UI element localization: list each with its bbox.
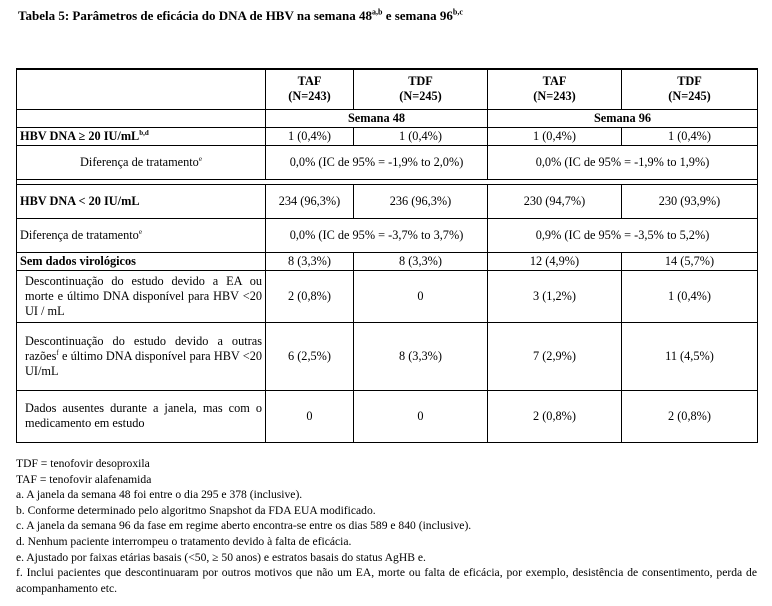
diff-w96: 0,9% (IC de 95% = -3,5% to 5,2%)	[488, 218, 758, 252]
footnote: a. A janela da semana 48 foi entre o dia 295 e 378 (inclusive).	[16, 488, 303, 502]
footnote: c. A janela da semana 96 da fase em regime aberto encontra-se entre os dias 589 e 840 (inclusive).	[16, 519, 472, 533]
week-row	[17, 109, 758, 127]
cell: 0	[354, 270, 488, 322]
table-row	[17, 270, 758, 322]
table-row	[17, 322, 758, 390]
row-label: HBV DNA < 20 IU/mL	[17, 184, 266, 218]
cell: 2 (0,8%)	[622, 390, 758, 442]
row-label: Diferença de tratamento$^e$	[17, 218, 266, 252]
week96-header: Semana 96	[488, 109, 758, 127]
cell: 8 (3,3%)	[266, 252, 354, 270]
cell: 8 (3,3%)	[354, 252, 488, 270]
cell: 3 (1,2%)	[488, 270, 622, 322]
table-row	[17, 390, 758, 442]
table-title: Tabela 5: Parâmetros de eficácia do DNA de HBV na semana 48$^{a,b}$ e semana 96$^{b,c}$	[18, 7, 463, 23]
header-tdf-96: TDF (N=245)	[622, 69, 758, 109]
efficacy-table	[16, 68, 758, 443]
footnote: e. Ajustado por faixas etárias basais (<50, ≥ 50 anos) e estratos basais do status AgHB e.	[16, 550, 426, 564]
footnote: d. Nenhum paciente interrompeu o tratamento devido à falta de eficácia.	[16, 534, 352, 548]
diff-w48: 0,0% (IC de 95% = -1,9% to 2,0%)	[266, 145, 488, 179]
cell: 236 (96,3%)	[354, 184, 488, 218]
cell: 11 (4,5%)	[622, 322, 758, 390]
title-sup-1: a,b	[372, 7, 383, 17]
footnote: TDF = tenofovir desoproxila	[16, 457, 150, 470]
table-row	[17, 218, 758, 252]
cell: 8 (3,3%)	[354, 322, 488, 390]
cell: 1 (0,4%)	[622, 270, 758, 322]
header-taf-48: TAF (N=243)	[266, 69, 354, 109]
cell: 0	[354, 390, 488, 442]
header-taf-96: TAF (N=243)	[488, 69, 622, 109]
row-label: Descontinuação do estudo devido a EA ou morte e último DNA disponível para HBV <20 UI / mL	[17, 270, 266, 322]
header-tdf-48: TDF (N=245)	[354, 69, 488, 109]
cell: 234 (96,3%)	[266, 184, 354, 218]
cell: 1 (0,4%)	[354, 127, 488, 145]
footnote: TAF = tenofovir alafenamida	[16, 472, 152, 486]
table-row	[17, 252, 758, 270]
cell: 0	[266, 390, 354, 442]
cell: 1 (0,4%)	[488, 127, 622, 145]
row-label: Diferença de tratamento$^e$	[17, 145, 266, 179]
cell: 14 (5,7%)	[622, 252, 758, 270]
week48-header: Semana 48	[266, 109, 488, 127]
cell: 1 (0,4%)	[266, 127, 354, 145]
footnote: b. Conforme determinado pelo algoritmo Snapshot da FDA EUA modificado.	[16, 503, 376, 517]
table-row	[17, 145, 758, 179]
week-empty-cell	[17, 109, 266, 127]
diff-w96: 0,0% (IC de 95% = -1,9% to 1,9%)	[488, 145, 758, 179]
title-sup-2: b,c	[452, 7, 463, 17]
header-empty-cell	[17, 69, 266, 109]
table-row	[17, 184, 758, 218]
cell: 12 (4,9%)	[488, 252, 622, 270]
cell: 1 (0,4%)	[622, 127, 758, 145]
cell: 7 (2,9%)	[488, 322, 622, 390]
row-label: Dados ausentes durante a janela, mas com o medicamento em estudo	[17, 390, 266, 442]
footnote: f. Inclui pacientes que descontinuaram por outros motivos que não um EA, morte ou falta de eficácia, por exemplo, desistência de consentimento, perda de acompanhamento etc.	[16, 566, 757, 595]
row-label: Descontinuação do estudo devido a outras razões$^f$ e último DNA disponível para HBV <20 UI/mL	[17, 322, 266, 390]
cell: 230 (93,9%)	[622, 184, 758, 218]
row-label: HBV DNA ≥ 20 IU/mL$^{b,d}$	[17, 127, 266, 145]
cell: 2 (0,8%)	[266, 270, 354, 322]
cell: 6 (2,5%)	[266, 322, 354, 390]
row-label: Sem dados virológicos	[17, 252, 266, 270]
header-row	[17, 69, 758, 109]
diff-w48: 0,0% (IC de 95% = -3,7% to 3,7%)	[266, 218, 488, 252]
cell: 2 (0,8%)	[488, 390, 622, 442]
footnotes	[16, 456, 757, 596]
table-row	[17, 127, 758, 145]
cell: 230 (94,7%)	[488, 184, 622, 218]
